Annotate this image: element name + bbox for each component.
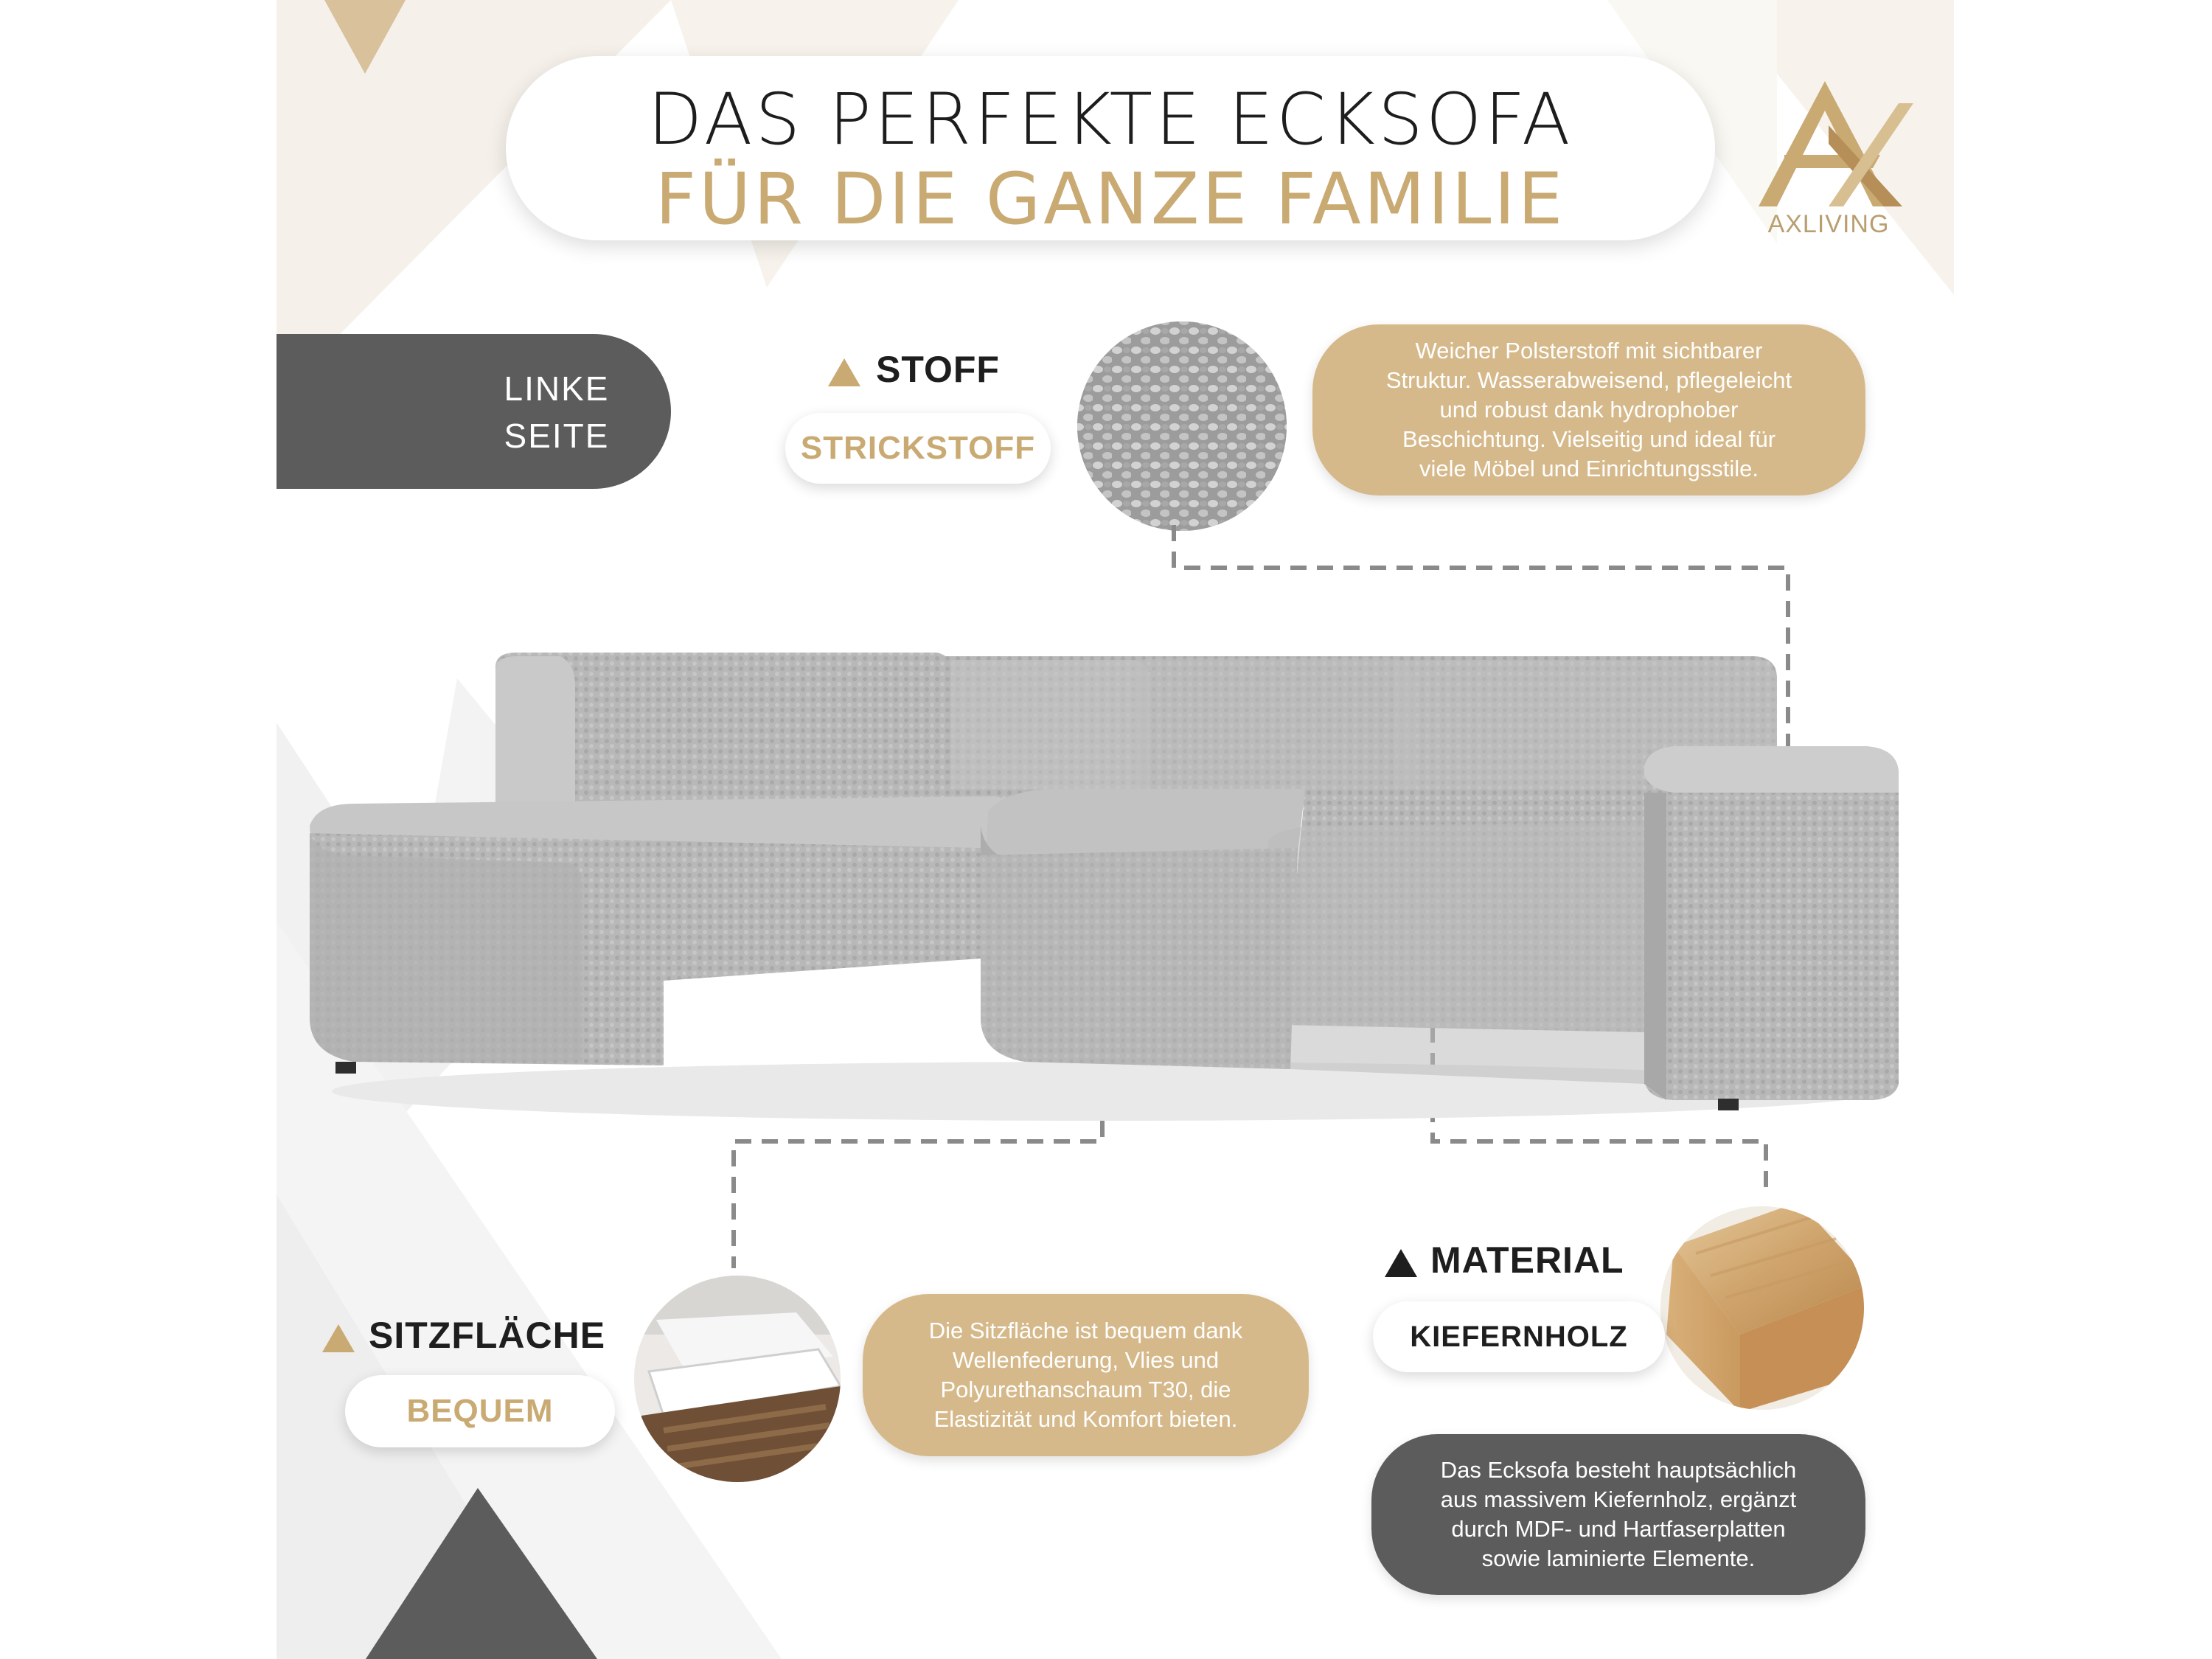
pine-wood-swatch [1659,1202,1873,1412]
material-description-text: Das Ecksofa besteht hauptsächlich aus massivem Kiefernholz, ergänzt durch MDF- und Hartfaserplatten sowie laminierte Elemente. [1440,1457,1797,1571]
page-title-line2: FÜR DIE GANZE FAMILIE [655,158,1566,240]
knit-fabric-swatch [1077,321,1290,535]
fabric-description-text: Weicher Polsterstoff mit sichtbarer Struktur. Wasserabweisend, pflegeleicht und robust dank hydrophober Beschichtung. Vielseitig und ideal für viele Möbel und Einrichtungsstile. [1385,338,1792,481]
seat-description-text: Die Sitzfläche ist bequem dank Wellenfederung, Vlies und Polyurethanschaum T30, die Elastizität und Komfort bieten. [928,1318,1243,1432]
fabric-heading: STOFF [876,349,1000,390]
material-description [1371,1434,1865,1595]
dark-triangle-icon [1385,1249,1417,1277]
seat-heading: SITZFLÄCHE [369,1315,606,1356]
fabric-description [1312,324,1865,495]
gold-triangle-icon [322,1324,355,1352]
seat-layers-swatch [634,1276,841,1482]
brand-name: AXLIVING [1767,210,1890,238]
corner-sofa-illustration [310,653,1899,1121]
fabric-tag: STRICKSTOFF [785,413,1051,484]
material-tag: KIEFERNHOLZ [1373,1301,1665,1372]
seat-tag: BEQUEM [345,1375,615,1447]
orientation-badge [276,334,671,489]
page-title-line1: DAS PERFEKTE ECKSOFA [647,78,1573,161]
orientation-label: LINKE SEITE [504,369,610,455]
title-banner [506,56,1715,240]
seat-description [863,1294,1309,1456]
material-heading: MATERIAL [1430,1239,1624,1281]
gold-triangle-icon [828,358,860,386]
